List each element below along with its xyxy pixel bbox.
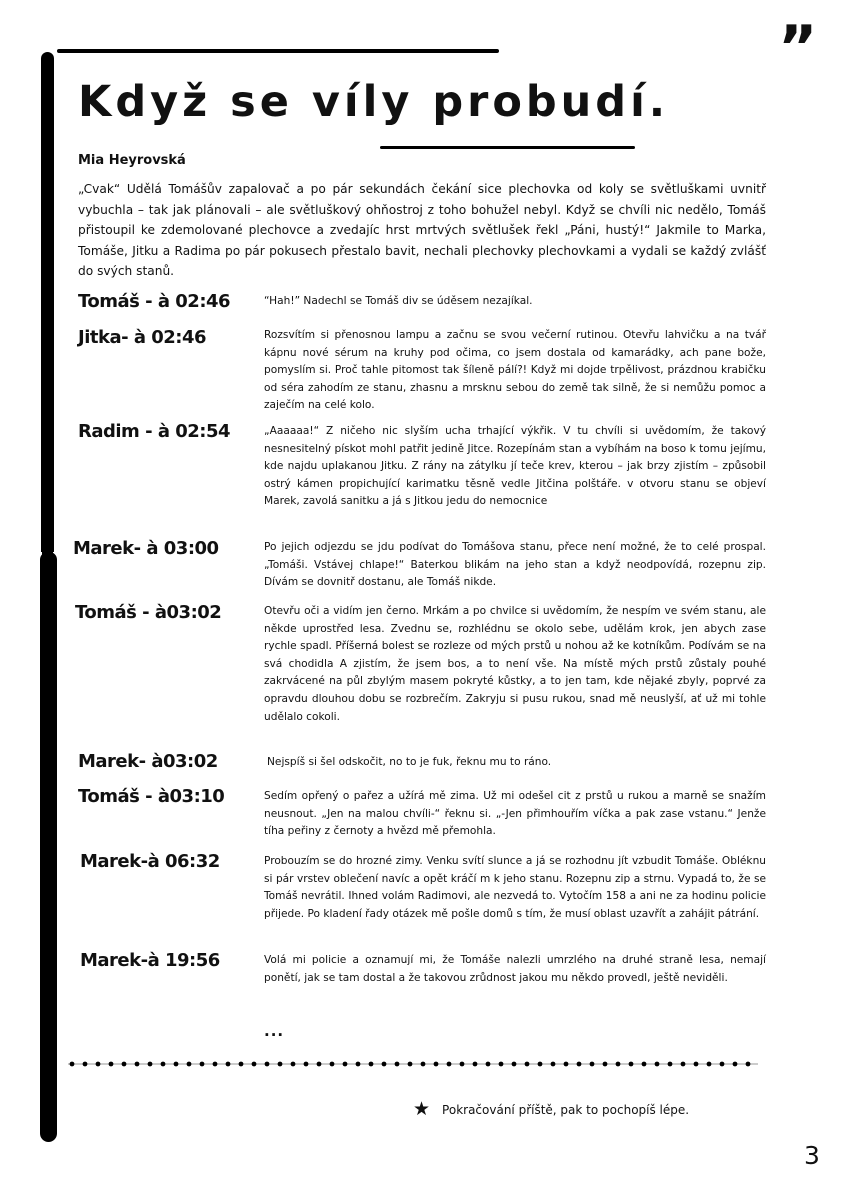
separator-dot [109,1062,114,1067]
entry-text: Volá mi policie a oznamují mi, že Tomáše nalezli umrzlého na druhé straně lesa, nemají ponětí, jak se tam dostal a že takovou zrůdnost jakou mu někdo provedl, ještě neviděli. [264,954,766,984]
separator-dot [83,1062,88,1067]
separator-dot [681,1062,686,1067]
separator-dot [187,1062,192,1067]
separator-dot [434,1062,439,1067]
entry-label: Marek- à03:02 [78,751,218,772]
separator-dot [447,1062,452,1067]
entry-text: Probouzím se do hrozné zimy. Venku svítí slunce a já se rozhodnu jít vzbudit Tomáše. Obléknu si pár vrstev oblečení navíc a opět kráčí m k jeho stanu. Rozepnu zip a strnu. Vypadá to, že se Tomáš nevrátil. Ihned volám Radimovi, ale nezvedá to. Vytočím 158 a ani ne za hodinu policie přijede. Po kladení řady otázek mě pošle domů s tím, že musí oblast uzavřít a zahájit pátrání. [264,855,766,920]
separator-dot [291,1062,296,1067]
footer-note-text: Pokračování příště, pak to pochopíš lépe. [442,1103,690,1117]
separator-dot [694,1062,699,1067]
entry-label: Marek-à 06:32 [80,851,220,872]
separator-dot [642,1062,647,1067]
separator-dot [200,1062,205,1067]
separator-dot [278,1062,283,1067]
separator-dot [616,1062,621,1067]
separator-dot [265,1062,270,1067]
dotted-separator [68,1059,758,1069]
entry-text: Sedím opřený o pařez a užírá mě zima. Už mi odešel cit z prstů u rukou a marně se snažím neusnout. „Jen na malou chvíli-“ řeknu si. „-Jen přimhouřím víčka a pak zase vstanu.“ Jenže tíha peřiny z černoty a hvězd mě přemohla. [264,790,766,838]
separator-dot [603,1062,608,1067]
separator-dot [395,1062,400,1067]
separator-dot [421,1062,426,1067]
separator-dot [746,1062,751,1067]
separator-dot [148,1062,153,1067]
separator-dot [668,1062,673,1067]
separator-dot [551,1062,556,1067]
separator-dot [330,1062,335,1067]
entry-label: Marek- à 03:00 [73,538,219,559]
separator-dot [317,1062,322,1067]
footer-note [413,1098,689,1121]
separator-dot [499,1062,504,1067]
separator-dot [720,1062,725,1067]
page-number: 3 [804,1141,820,1170]
quote-mark-icon: ” [778,13,818,83]
article-title: Když se víly probudí. [78,77,670,127]
separator-dot [174,1062,179,1067]
separator-dot [135,1062,140,1067]
left-border-bar-upper [41,52,54,552]
separator-dot [343,1062,348,1067]
separator-dot [226,1062,231,1067]
entry-label: Radim - à 02:54 [78,421,231,442]
separator-dot [629,1062,634,1067]
separator-dot [252,1062,257,1067]
article-intro: „Cvak“ Udělá Tomášův zapalovač a po pár sekundách čekání sice plechovka od koly se světluškami uvnitř vybuchla – tak jak plánovali – ale světluškový ohňostroj z toho bohužel nebyl. Když se chvíli nic nedělo, Tomáš přistoupil ke zdemolované plechovce a zvedajíc hrst mrtvých světlušek řekl „Páni, hustý!“ Jakmile to Marka, Tomáše, Jitku a Radima po pár pokusech přestalo bavit, nechali plechovky plechovkami a vydali se každý zvlášť do svých stanů. [78,182,766,278]
separator-dot [473,1062,478,1067]
entry-text: „Aaaaaa!“ Z ničeho nic slyším ucha trhající výkřik. V tu chvíli si uvědomím, že takový nesnesitelný pískot mohl patřit jedině Jitce. Rozepínám stan a vybíhám na boso k tomu jejímu, kde najdu uplakanou Jitku. Z rány na zátylku jí teče krev, kterou – jak brzy zjistím – způsobil ostrý kámen propichující karimatku těsně vedle Jitčina polštáře. v otvoru stanu se objeví Marek, zavolá sanitku a já s Jitkou jedu do nemocnice [264,425,766,508]
separator-dot [655,1062,660,1067]
top-rule [57,49,499,53]
separator-dot [122,1062,127,1067]
separator-dot [486,1062,491,1067]
separator-dot [512,1062,517,1067]
entry-label: Tomáš - à03:10 [78,786,225,807]
separator-dot [460,1062,465,1067]
separator-dot [96,1062,101,1067]
entry-text: Po jejich odjezdu se jdu podívat do Tomášova stanu, přece není možné, že to celé prospal. „Tomáši. Vstávej chlape!“ Baterkou blikám na jeho stan a když neodpovídá, rozepnu zip. Dívám se dovnitř dostanu, ale Tomáš nikde. [264,541,766,589]
article-author: Mia Heyrovská [78,153,186,168]
separator-dot [356,1062,361,1067]
separator-dot [239,1062,244,1067]
entry-text: “Hah!” Nadechl se Tomáš div se úděsem nezajíkal. [264,295,533,307]
entry-text: Rozsvítím si přenosnou lampu a začnu se svou večerní rutinou. Otevřu lahvičku a na tvář kápnu nové sérum na kruhy pod očima, co jsem dostala od kamarádky, ach pane bože, pomyslím si. Proč tahle pitomost tak šíleně pálí?! Když mi dojde trpělivost, prázdnou krabičku od séra zahodím ze stanu, zhasnu a mrsknu sebou do země tak silně, že si nemůžu pomoc a zaječím na celé kolo. [264,329,766,412]
separator-dot [590,1062,595,1067]
separator-dot [564,1062,569,1067]
separator-dot [213,1062,218,1067]
separator-dot [382,1062,387,1067]
separator-dot [70,1062,75,1067]
separator-dot [161,1062,166,1067]
entry-label: Jitka- à 02:46 [78,327,207,348]
separator-dot [525,1062,530,1067]
separator-dot [733,1062,738,1067]
star-icon: ★ [413,1098,431,1120]
continuation-ellipsis: ... [264,1022,285,1040]
separator-dot [577,1062,582,1067]
entry-label: Marek-à 19:56 [80,950,220,971]
separator-dot [707,1062,712,1067]
title-underline-rule [380,146,635,149]
entry-label: Tomáš - à03:02 [75,602,222,623]
separator-dot [304,1062,309,1067]
left-border-bar-lower [40,552,57,1142]
entry-text: Nejspíš si šel odskočit, no to je fuk, řeknu mu to ráno. [267,756,552,768]
entry-label: Tomáš - à 02:46 [78,291,231,312]
separator-dot [538,1062,543,1067]
separator-dot [408,1062,413,1067]
entry-text: Otevřu oči a vidím jen černo. Mrkám a po chvilce si uvědomím, že nespím ve svém stanu, ale někde uprostřed lesa. Zvednu se, rozhlédnu se okolo sebe, udělám krok, jen abych zase rychle spadl. Příšerná bolest se rozleze od mých prstů u nohou až ke kotníkům. Podívám se na svá chodidla A zjistím, že jsem bos, a to není vše. Na místě mých prstů zůstaly pouhé zakrvácené na půl zbylým masem pokryté kůstky, a to jen tam, kde nějaké zbyly, poprvé za opravdu dlouhou dobu se rozbrečím. Zakryju si pusu rukou, snad mě neuslyší, ať už mi tohle udělalo cokoli. [264,605,766,723]
separator-dot [369,1062,374,1067]
